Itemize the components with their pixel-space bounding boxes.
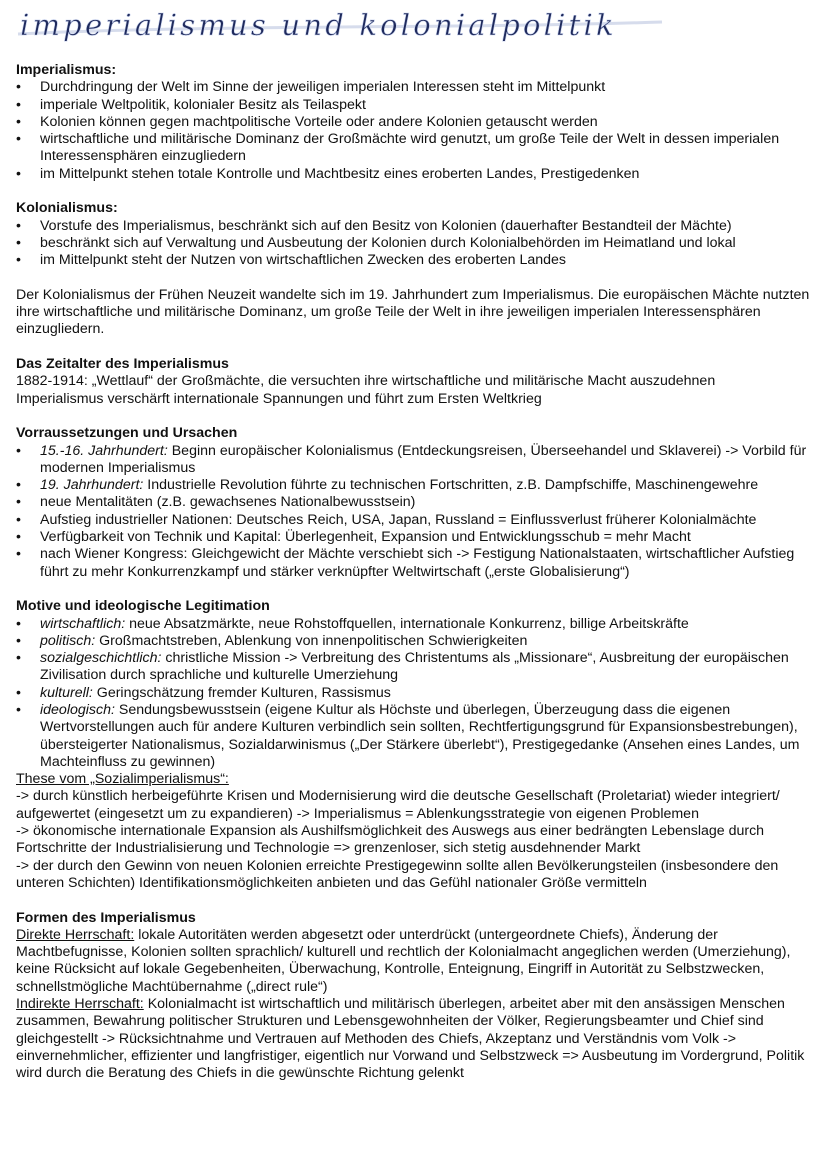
heading-formen: Formen des Imperialismus (16, 909, 196, 926)
summary-paragraph: Der Kolonialismus der Frühen Neuzeit wandelte sich im 19. Jahrhundert zum Imperialismus. Die europäischen Mächte nutzten ihre wirtschaftliche und militärische Dominanz, um große Teile der Welt in ihre jeweiligen imperialen Interessensphären einzugliedern. (16, 286, 810, 338)
motive-list (16, 616, 820, 772)
list-item (16, 529, 820, 546)
list-item: • Durchdringung der Welt im Sinne der jeweiligen imperialen Interessen steht im Mittelpunkt (16, 79, 820, 96)
handwritten-title (12, 4, 672, 50)
item-label: politisch: (40, 632, 96, 649)
list-item (16, 650, 820, 685)
zeitalter-line: 1882-1914: „Wettlauf“ der Großmächte, die versuchten ihre wirtschaftliche und militärische Macht auszudehnen (16, 373, 716, 390)
section-kolonialismus (16, 200, 820, 269)
item-text: nach Wiener Kongress: Gleichgewicht der Mächte verschiebt sich -> Festigung Nationalstaaten, wirtschaftlicher Aufstieg führt zu mehr Konkurrenzkampf und stärker verknüpfter Weltwirtschaft („erste Globalisierung“) (40, 546, 795, 580)
item-text: Beginn europäischer Kolonialismus (Entdeckungsreisen, Überseehandel und Sklaverei) -> Vorbild für modernen Imperialismus (40, 442, 807, 476)
list-item (16, 512, 820, 529)
list-item (16, 494, 820, 511)
list-item (16, 477, 820, 494)
list-item: • Vorstufe des Imperialismus, beschränkt sich auf den Besitz von Kolonien (dauerhafter Bestandteil der Mächte) (16, 218, 820, 235)
ursachen-list (16, 443, 820, 581)
these-heading: These vom „Sozialimperialismus“: (16, 771, 229, 788)
title-text: imperialismus und kolonialpolitik (20, 8, 617, 42)
heading-ursachen: Vorraussetzungen und Ursachen (16, 425, 238, 442)
list-item: • im Mittelpunkt stehen totale Kontrolle und Machtbesitz eines eroberten Landes, Prestigedenken (16, 166, 820, 183)
item-label: sozialgeschichtlich: (40, 650, 162, 667)
item-text: christliche Mission -> Verbreitung des Christentums als „Missionare“, Ausbreitung der europäischen Zivilisation durch sprachliche und kulturelle Umerziehung (40, 650, 789, 684)
item-label: ideologisch: (40, 701, 115, 718)
section-motive (16, 598, 820, 892)
heading-imperialismus: Imperialismus: (16, 62, 117, 78)
item-label: 15.-16. Jahrhundert: (40, 442, 168, 459)
indirekte-herrschaft-label: Indirekte Herrschaft: (16, 996, 144, 1013)
section-formen (16, 910, 820, 1083)
heading-motive: Motive und ideologische Legitimation (16, 598, 270, 615)
list-item (16, 702, 820, 771)
kolonialismus-list (16, 218, 820, 270)
list-item: • wirtschaftliche und militärische Dominanz der Großmächte wird genutzt, um große Teile der Welt in dessen imperialen Interessensphären einzugliedern (16, 131, 820, 166)
item-text: Sendungsbewusstsein (eigene Kultur als Höchste und überlegen, Überzeugung dass die eigenen Wertvorstellungen auch für andere Kulturen verbindlich sein sollten, Rechtfertigungsgrund für Expansionsbestrebungen), übersteigerter Nationalismus, Sozialdarwinismus („Der Stärkere überlebt“), Prestigegedanke (Ansehen eines Landes, um Machteinfluss zu gewinnen) (40, 701, 800, 770)
item-text: Geringschätzung fremder Kulturen, Rassismus (92, 684, 391, 701)
item-text: Industrielle Revolution führte zu technischen Fortschritten, z.B. Dampfschiffe, Maschinengewehre (143, 477, 759, 494)
document-body (16, 62, 820, 1083)
section-ursachen (16, 425, 820, 581)
list-item (16, 633, 820, 650)
list-item (16, 443, 820, 478)
direkte-herrschaft (16, 927, 820, 996)
indirekte-herrschaft-text: Kolonialmacht ist wirtschaftlich und militärisch überlegen, arbeitet aber mit den ansässigen Menschen zusammen, Bewahrung politischer Strukturen und Lebensgewohnheiten der Völker, Regierungsbeamter und Chief sind gleichgestellt -> Rücksichtnahme und Vertrauen auf Methoden des Chiefs, Akzeptanz und Verständnis vom Volk -> einvernehmlicher, effizienter und langfristiger, eigentlich nur Vorwand und Selbstzweck => Ausbeutung im Vordergrund, Politik wird durch die Beratung des Chiefs in die gewünschte Richtung gelenkt (16, 996, 805, 1082)
these-line: -> durch künstlich herbeigeführte Krisen und Modernisierung wird die deutsche Gesellschaft (Proletariat) wieder integriert/ aufgewertet (eingesetzt um zu expandieren) -> Imperialismus = Ablenkungsstrategie von eigenen Problemen (16, 788, 780, 822)
list-item (16, 546, 820, 581)
list-item: • Kolonien können gegen machtpolitische Vorteile oder andere Kolonien getauscht werden (16, 114, 820, 131)
list-item: • im Mittelpunkt steht der Nutzen von wirtschaftlichen Zwecken des eroberten Landes (16, 252, 820, 269)
item-text: neue Mentalitäten (z.B. gewachsenes Nationalbewusstsein) (40, 494, 416, 511)
section-imperialismus (16, 62, 820, 183)
direkte-herrschaft-text: lokale Autoritäten werden abgesetzt oder unterdrückt (untergeordnete Chiefs), Änderung der Machtbefugnisse, Kolonien sollten sprachlich/ kulturell und rechtlich der Kolonialmacht angeglichen werden (Umerziehung), keine Rücksicht auf lokale Gegebenheiten, Überwachung, Kontrolle, Enteignung, Eingriff in Autorität zu Selbstzwecken, schnellstmögliche Machtübernahme („direct rule“) (16, 926, 791, 995)
item-label: kulturell: (40, 684, 93, 701)
item-text: Verfügbarkeit von Technik und Kapital: Überlegenheit, Expansion und Entwicklungsschub = mehr Macht (40, 529, 691, 546)
zeitalter-line: Imperialismus verschärft internationale Spannungen und führt zum Ersten Weltkrieg (16, 390, 542, 407)
indirekte-herrschaft (16, 996, 820, 1082)
imperialismus-list (16, 79, 820, 183)
item-text: Aufstieg industrieller Nationen: Deutsches Reich, USA, Japan, Russland = Einflussverlust früherer Kolonialmächte (40, 511, 757, 528)
these-line: -> ökonomische internationale Expansion als Aushilfsmöglichkeit des Auswegs aus einer bedrängten Lebenslage durch Fortschritte der Industrialisierung und Technologie => grenzenloser, sich stetig ausdehnender Markt (16, 823, 765, 857)
item-text: Großmachtstreben, Ablenkung von innenpolitischen Schwierigkeiten (95, 632, 528, 649)
list-item (16, 685, 820, 702)
item-text: neue Absatzmärkte, neue Rohstoffquellen, internationale Konkurrenz, billige Arbeitskräfte (125, 615, 689, 632)
list-item: • imperiale Weltpolitik, kolonialer Besitz als Teilaspekt (16, 97, 820, 114)
direkte-herrschaft-label: Direkte Herrschaft: (16, 926, 135, 943)
item-label: wirtschaftlich: (40, 615, 126, 632)
list-item (16, 616, 820, 633)
heading-kolonialismus: Kolonialismus: (16, 200, 118, 217)
heading-zeitalter: Das Zeitalter des Imperialismus (16, 356, 229, 373)
these-line: -> der durch den Gewinn von neuen Kolonien erreichte Prestigegewinn sollte allen Bevölkerungsteilen (insbesondere den unteren Schichten) Identifikationsmöglichkeiten anbieten und das Gefühl nationaler Größe vermitteln (16, 857, 779, 891)
list-item: • beschränkt sich auf Verwaltung und Ausbeutung der Kolonien durch Kolonialbehörden im Heimatland und lokal (16, 235, 820, 252)
section-zeitalter (16, 356, 820, 408)
item-label: 19. Jahrhundert: (40, 477, 144, 494)
